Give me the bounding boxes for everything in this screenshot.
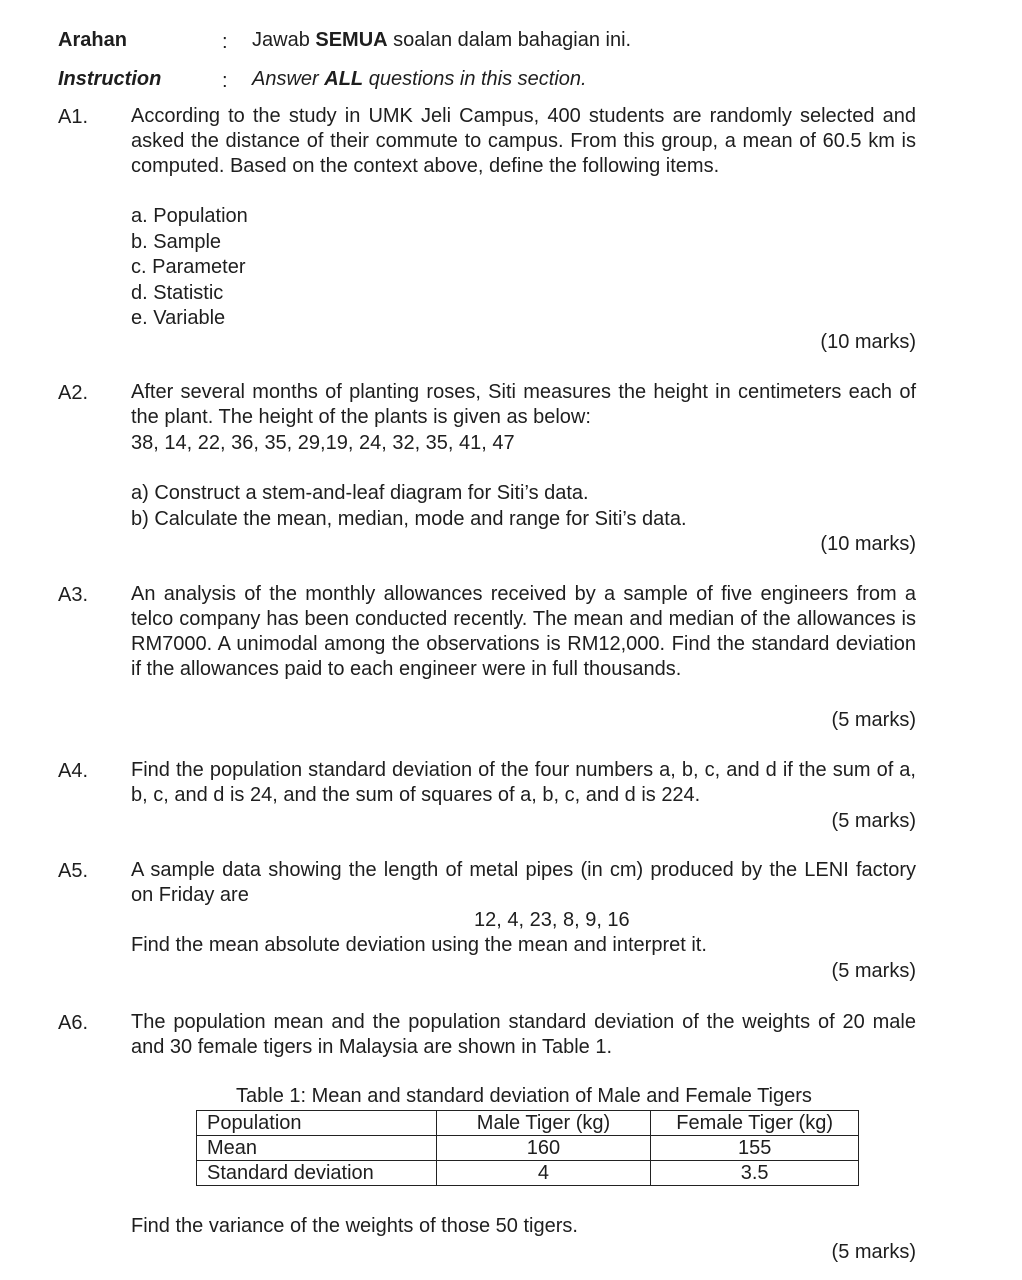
instruction-label: Instruction	[58, 68, 162, 90]
marks-label: (5 marks)	[831, 810, 916, 832]
table-cell: Standard deviation	[197, 1161, 437, 1186]
question-text: A sample data showing the length of metal pipes (in cm) produced by the LENI factory on Friday are	[131, 859, 916, 906]
table-cell: 3.5	[651, 1161, 859, 1186]
table-cell: 160	[436, 1136, 651, 1161]
tiger-table	[196, 1110, 859, 1186]
table-cell: 4	[436, 1161, 651, 1186]
question-text: An analysis of the monthly allowances received by a sample of five engineers from a telco company has been conducted recently. The mean and median of the allowances is RM7000. A unimodal among the observations is RM12,000. Find the standard deviation if the allowances paid to each engineer were in full thousands.	[131, 583, 916, 680]
question-number: A1.	[58, 106, 89, 128]
question-data: 38, 14, 22, 36, 35, 29,19, 24, 32, 35, 41, 47	[131, 432, 515, 454]
table-header-cell: Male Tiger (kg)	[436, 1111, 651, 1136]
question-followup: Find the variance of the weights of those 50 tigers.	[131, 1215, 578, 1237]
marks-label: (5 marks)	[831, 960, 916, 982]
question-text: The population mean and the population standard deviation of the weights of 20 male and 30 female tigers in Malaysia are shown in Table 1.	[131, 1011, 916, 1058]
question-text: According to the study in UMK Jeli Campus, 400 students are randomly selected and asked the distance of their commute to campus. From this group, a mean of 60.5 km is computed. Based on the context above, define the following items.	[131, 105, 916, 177]
table-header-row	[197, 1111, 859, 1136]
part-item: a. Population	[131, 205, 248, 227]
arahan-label: Arahan	[58, 29, 127, 51]
instruction-colon: :	[222, 70, 228, 92]
question-text: After several months of planting roses, Siti measures the height in centimeters each of the plant. The height of the plants is given as below:	[131, 381, 916, 428]
question-number: A4.	[58, 760, 89, 782]
question-text: Find the population standard deviation of the four numbers a, b, c, and d if the sum of a, b, c, and d is 24, and the sum of squares of a, b, c, and d is 224.	[131, 759, 916, 806]
arahan-text: Jawab SEMUA soalan dalam bahagian ini.	[252, 29, 632, 51]
question-number: A5.	[58, 860, 89, 882]
table-cell: Mean	[197, 1136, 437, 1161]
arahan-colon: :	[222, 31, 228, 53]
question-data: 12, 4, 23, 8, 9, 16	[474, 909, 630, 931]
question-parts	[131, 481, 687, 532]
question-number: A6.	[58, 1012, 89, 1034]
table-caption: Table 1: Mean and standard deviation of Male and Female Tigers	[236, 1085, 812, 1107]
table-row	[197, 1161, 859, 1186]
part-item: d. Statistic	[131, 281, 224, 304]
part-item: b. Sample	[131, 230, 222, 253]
marks-label: (5 marks)	[831, 1241, 916, 1263]
marks-label: (5 marks)	[831, 709, 916, 731]
question-followup: Find the mean absolute deviation using the mean and interpret it.	[131, 934, 707, 956]
question-number: A3.	[58, 584, 89, 606]
marks-label: (10 marks)	[820, 331, 916, 353]
part-item: b) Calculate the mean, median, mode and range for Siti’s data.	[131, 507, 687, 530]
table-header-cell: Female Tiger (kg)	[651, 1111, 859, 1136]
table-row	[197, 1136, 859, 1161]
part-item: a) Construct a stem-and-leaf diagram for Siti’s data.	[131, 482, 589, 504]
table-cell: 155	[651, 1136, 859, 1161]
question-number: A2.	[58, 382, 89, 404]
part-item: e. Variable	[131, 307, 226, 329]
marks-label: (10 marks)	[820, 533, 916, 555]
instruction-text: Answer ALL questions in this section.	[252, 68, 587, 90]
question-parts	[131, 204, 248, 332]
part-item: c. Parameter	[131, 256, 246, 278]
table-header-cell: Population	[197, 1111, 437, 1136]
